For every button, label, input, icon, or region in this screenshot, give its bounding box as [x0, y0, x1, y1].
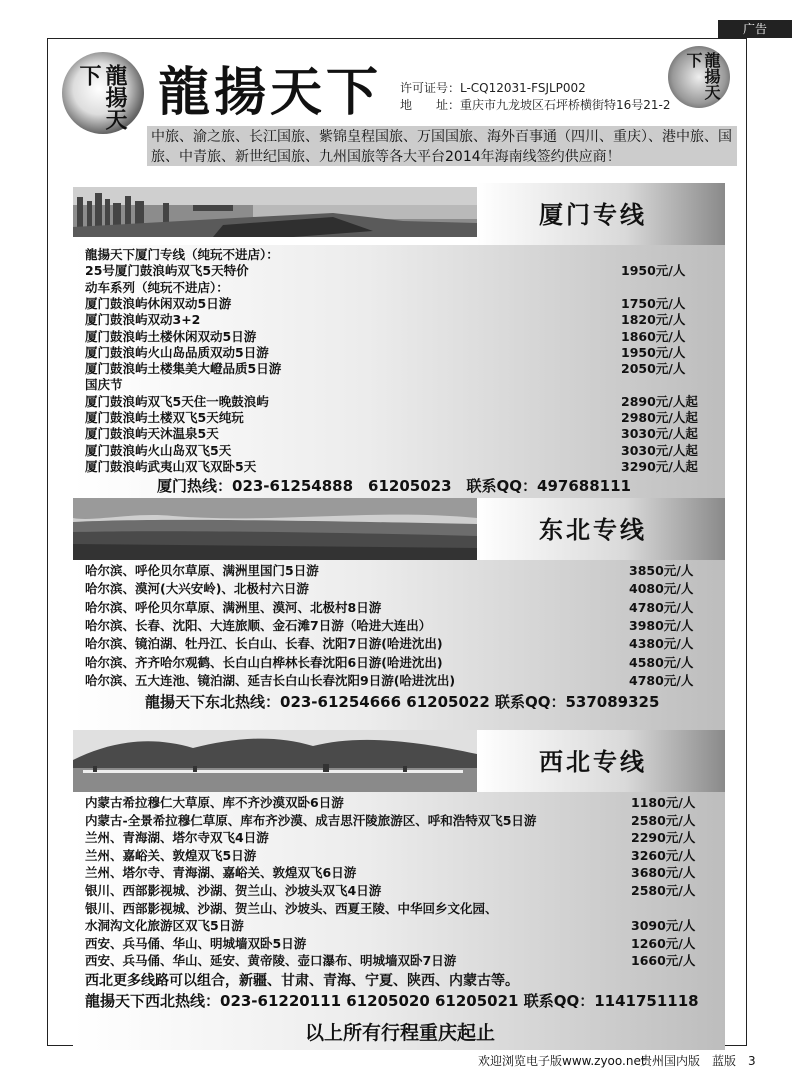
tour-price: 2580元/人 — [631, 883, 696, 898]
tour-row — [73, 394, 725, 410]
dongbei-title: 东北专线 — [539, 516, 647, 544]
grassland-photo — [73, 498, 477, 560]
tour-row — [73, 864, 725, 882]
tour-name: 厦门鼓浪屿天沐温泉5天 — [85, 426, 219, 442]
xiamen-section — [73, 183, 725, 501]
tour-row — [73, 296, 725, 312]
tour-price: 3850元/人 — [629, 563, 694, 578]
tour-row — [73, 882, 725, 900]
tour-price: 3680元/人 — [631, 865, 696, 881]
tour-name: 哈尔滨、长春、沈阳、大连旅顺、金石滩7日游（哈进大连出） — [85, 617, 432, 633]
lake-mountain-photo — [73, 730, 477, 792]
dragon-logo — [62, 52, 144, 134]
tour-price: 3260元/人 — [631, 847, 696, 863]
tour-name: 厦门鼓浪屿火山岛双飞5天 — [85, 442, 232, 458]
tour-price: 2890元/人起 — [621, 393, 698, 409]
tour-row — [73, 935, 725, 953]
tour-row — [73, 917, 725, 935]
xibei-list — [73, 792, 725, 1050]
tour-row — [73, 280, 725, 296]
seal-text: 龍揚天下 — [684, 52, 721, 100]
dongbei-hotline: 龍揚天下东北热线：023-61254666 61205022 联系QQ：537089325 — [145, 693, 660, 712]
brand-title: 龍揚天下 — [158, 62, 383, 123]
tour-name: 哈尔滨、漠河(大兴安岭)、北极村六日游 — [85, 581, 309, 597]
tour-price: 1660元/人 — [631, 953, 696, 969]
tour-row — [73, 329, 725, 345]
tour-name: 哈尔滨、镜泊湖、牡丹江、长白山、长春、沈阳7日游(哈进沈出) — [85, 636, 443, 652]
tour-row — [73, 247, 725, 263]
tour-price: 1950元/人 — [621, 263, 686, 279]
tour-name: 哈尔滨、齐齐哈尔观鹤、长白山白桦林长春沈阳6日游(哈进沈出) — [85, 654, 443, 670]
xiamen-list — [73, 245, 725, 501]
tour-name: 哈尔滨、五大连池、镜泊湖、延吉长白山长春沈阳9日游(哈进沈出) — [85, 672, 456, 688]
footer-site: 欢迎浏览电子版www.zyoo.net — [478, 1054, 646, 1068]
xiamen-hotline: 厦门热线：023-61254888 61205023 联系QQ：497688111 — [157, 477, 631, 496]
closing-text: 以上所有行程重庆起止 — [304, 1022, 495, 1044]
tour-name: 兰州、塔尔寺、青海湖、嘉峪关、敦煌双飞6日游 — [85, 865, 357, 881]
tour-price: 4780元/人 — [629, 599, 694, 615]
footer-edition: 贵州国内版 蓝版 3 — [640, 1054, 756, 1068]
tour-name: 银川、西部影视城、沙湖、贺兰山、沙坡头双飞4日游 — [85, 883, 382, 898]
tour-row — [73, 952, 725, 970]
tour-price: 1180元/人 — [631, 795, 696, 810]
xiamen-title: 厦门专线 — [539, 201, 647, 229]
tour-name: 兰州、青海湖、塔尔寺双飞4日游 — [85, 830, 269, 846]
xibei-banner — [73, 730, 725, 792]
tour-row — [73, 459, 725, 475]
tour-price: 2050元/人 — [621, 361, 686, 377]
tour-price: 3090元/人 — [631, 918, 696, 934]
tour-name: 水洞沟文化旅游区双飞5日游 — [85, 918, 244, 934]
tour-price: 1750元/人 — [621, 295, 686, 311]
xibei-note: 西北更多线路可以组合，新疆、甘肃、青海、宁夏、陕西、内蒙古等。 — [85, 973, 519, 989]
tour-row — [73, 345, 725, 361]
tour-price: 4080元/人 — [629, 581, 694, 597]
agencies-banner: 中旅、渝之旅、长江国旅、紫锦皇程国旅、万国国旅、海外百事通（四川、重庆）、港中旅、国旅、中青旅、新世纪国旅、九州国旅等各大平台2014年海南线签约供应商！ — [147, 126, 737, 166]
tour-price: 1820元/人 — [621, 312, 686, 328]
tour-row — [73, 900, 725, 918]
address: 地 址：重庆市九龙坡区石坪桥横街特16号21-2 — [400, 98, 671, 112]
tour-row — [73, 617, 725, 635]
tour-name: 内蒙古-全景希拉穆仁草原、库布齐沙漠、成吉思汗陵旅游区、呼和浩特双飞5日游 — [85, 812, 537, 828]
brand-seal — [668, 46, 730, 108]
logo-text: 龍揚天下 — [76, 64, 128, 130]
tour-row — [73, 635, 725, 653]
tour-price: 3030元/人起 — [621, 442, 698, 458]
tour-name: 厦门鼓浪屿休闲双动5日游 — [85, 295, 232, 311]
tour-row — [73, 312, 725, 328]
tour-name: 厦门鼓浪屿土楼集美大嶝品质5日游 — [85, 361, 282, 377]
xibei-section — [73, 730, 725, 1050]
tour-name: 25号厦门鼓浪屿双飞5天特价 — [85, 263, 249, 279]
xiamen-banner — [73, 183, 725, 245]
tour-name: 厦门鼓浪屿双动3+2 — [85, 312, 201, 328]
tour-price: 2580元/人 — [631, 812, 696, 828]
tour-row — [73, 361, 725, 377]
tour-price: 4780元/人 — [629, 672, 694, 688]
tour-name: 动车系列（纯玩不进店）： — [85, 279, 229, 295]
dongbei-title-block — [477, 498, 725, 560]
license-block — [400, 80, 671, 114]
tour-name: 厦门鼓浪屿武夷山双飞双卧5天 — [85, 458, 257, 474]
tour-name: 厦门鼓浪屿土楼休闲双动5日游 — [85, 328, 257, 344]
xiamen-city-photo — [73, 187, 477, 237]
tour-row — [73, 410, 725, 426]
tour-row — [73, 654, 725, 672]
tour-price: 3290元/人起 — [621, 458, 698, 474]
tour-row — [73, 443, 725, 459]
dongbei-section — [73, 498, 725, 730]
tour-price: 2980元/人起 — [621, 410, 698, 425]
tour-row — [73, 263, 725, 279]
tour-price: 4580元/人 — [629, 654, 694, 670]
tour-price: 1260元/人 — [631, 935, 696, 951]
tour-row — [73, 847, 725, 865]
tour-name: 厦门鼓浪屿火山岛品质双动5日游 — [85, 344, 269, 360]
tour-name: 西安、兵马俑、华山、明城墙双卧5日游 — [85, 935, 307, 951]
tour-price: 2290元/人 — [631, 830, 696, 846]
ad-label: 广告 — [718, 20, 792, 38]
tour-name: 银川、西部影视城、沙湖、贺兰山、沙坡头、西夏王陵、中华回乡文化园、 — [85, 900, 498, 916]
xibei-title-block — [477, 730, 725, 792]
tour-row — [73, 562, 725, 580]
tour-price: 3980元/人 — [629, 617, 694, 633]
tour-name: 龍揚天下厦门专线（纯玩不进店）： — [85, 247, 279, 262]
tour-name: 兰州、嘉峪关、敦煌双飞5日游 — [85, 847, 257, 863]
tour-name: 国庆节 — [85, 377, 123, 393]
tour-price: 4380元/人 — [629, 636, 694, 652]
tour-row — [73, 672, 725, 690]
tour-row — [73, 794, 725, 812]
tour-row — [73, 599, 725, 617]
tour-price: 1950元/人 — [621, 344, 686, 360]
xibei-title: 西北专线 — [539, 748, 647, 776]
dongbei-banner — [73, 498, 725, 560]
tour-name: 哈尔滨、呼伦贝尔草原、满洲里、漠河、北极村8日游 — [85, 599, 382, 615]
tour-name: 西安、兵马俑、华山、延安、黄帝陵、壶口瀑布、明城墙双卧7日游 — [85, 953, 457, 969]
tour-row — [73, 377, 725, 393]
tour-row — [73, 426, 725, 442]
tour-row — [73, 812, 725, 830]
license-number: 许可证号：L-CQ12031-FSJLP002 — [400, 81, 586, 95]
tour-name: 内蒙古希拉穆仁大草原、库不齐沙漠双卧6日游 — [85, 795, 344, 810]
tour-price: 1860元/人 — [621, 328, 686, 344]
tour-row — [73, 829, 725, 847]
tour-price: 3030元/人起 — [621, 426, 698, 442]
tour-row — [73, 580, 725, 598]
tour-name: 厦门鼓浪屿土楼双飞5天纯玩 — [85, 410, 244, 425]
dongbei-list — [73, 560, 725, 730]
tour-name: 厦门鼓浪屿双飞5天住一晚鼓浪屿 — [85, 393, 269, 409]
tour-name: 哈尔滨、呼伦贝尔草原、满洲里国门5日游 — [85, 563, 319, 578]
xiamen-title-block — [477, 183, 725, 245]
xibei-hotline: 龍揚天下西北热线：023-61220111 61205020 61205021 联系QQ：1141751118 — [85, 992, 699, 1010]
